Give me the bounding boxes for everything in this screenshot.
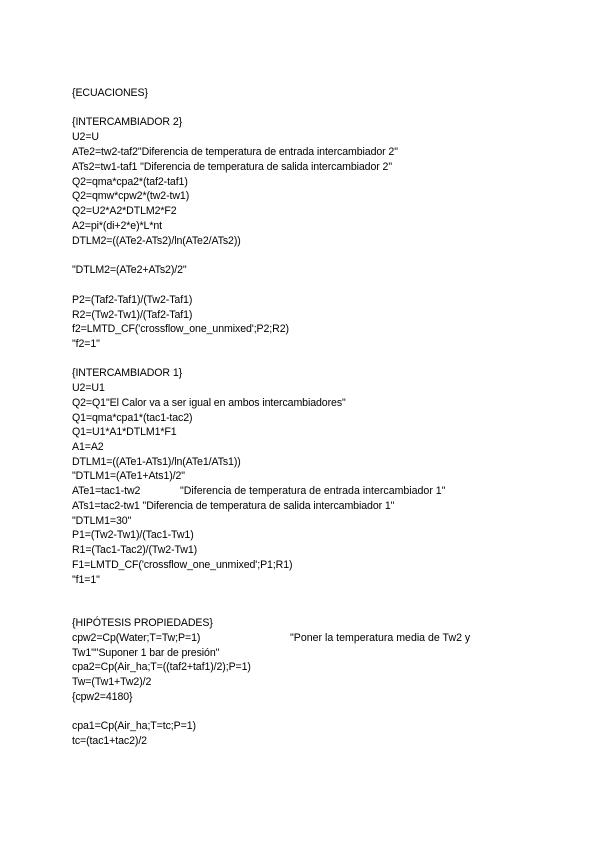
- doc-line: "f1=1": [72, 574, 100, 586]
- doc-line: P2=(Taf2-Taf1)/(Tw2-Taf1): [72, 294, 193, 306]
- doc-line: {ECUACIONES}: [72, 87, 148, 99]
- doc-line: ATs2=tw1-taf1 "Diferencia de temperatura de salida intercambiador 2": [72, 161, 392, 173]
- doc-line: f2=LMTD_CF('crossflow_one_unmixed';P2;R2): [72, 323, 289, 335]
- doc-line: tc=(tac1+tac2)/2: [72, 735, 147, 747]
- doc-line: "DTLM1=30": [72, 515, 132, 527]
- doc-line: U2=U: [72, 131, 99, 143]
- doc-line: "DTLM2=(ATe2+ATs2)/2": [72, 264, 187, 276]
- doc-line: ATe2=tw2-taf2"Diferencia de temperatura de entrada intercambiador 2": [72, 146, 398, 158]
- doc-line: Tw1""Suponer 1 bar de presión": [72, 647, 220, 659]
- doc-line: "f2=1": [72, 338, 100, 350]
- doc-line: {INTERCAMBIADOR 2}: [72, 116, 183, 128]
- doc-line: R1=(Tac1-Tac2)/(Tw2-Tw1): [72, 544, 198, 556]
- doc-line: {INTERCAMBIADOR 1}: [72, 367, 183, 379]
- doc-line: A2=pi*(di+2*e)*L*nt: [72, 220, 162, 232]
- doc-line: DTLM1=((ATe1-ATs1)/ln(ATe1/ATs1)): [72, 456, 241, 468]
- doc-line: Q2=qma*cpa2*(taf2-taf1): [72, 176, 188, 188]
- doc-line: {HIPÓTESIS PROPIEDADES}: [72, 617, 213, 629]
- doc-line: cpa2=Cp(Air_ha;T=((taf2+taf1)/2);P=1): [72, 661, 251, 673]
- doc-line: Q1=U1*A1*DTLM1*F1: [72, 426, 177, 438]
- doc-line: U2=U1: [72, 382, 105, 394]
- doc-line: P1=(Tw2-Tw1)/(Tac1-Tw1): [72, 529, 194, 541]
- doc-line: A1=A2: [72, 441, 104, 453]
- doc-line: Q2=Q1"El Calor va a ser igual en ambos intercambiadores": [72, 397, 346, 409]
- doc-line: cpw2=Cp(Water;T=Tw;P=1): [72, 632, 201, 644]
- doc-line: F1=LMTD_CF('crossflow_one_unmixed';P1;R1): [72, 559, 293, 571]
- ate1-note: "Diferencia de temperatura de entrada intercambiador 1": [180, 485, 446, 497]
- doc-line: {cpw2=4180}: [72, 691, 133, 703]
- doc-line: ATe1=tac1-tw2: [72, 485, 141, 497]
- doc-line: Q1=qma*cpa1*(tac1-tac2): [72, 412, 193, 424]
- doc-line: DTLM2=((ATe2-ATs2)/ln(ATe2/ATs2)): [72, 235, 241, 247]
- doc-line: Q2=qmw*cpw2*(tw2-tw1): [72, 190, 190, 202]
- doc-line: ATs1=tac2-tw1 "Diferencia de temperatura de salida intercambiador 1": [72, 500, 395, 512]
- doc-line: Q2=U2*A2*DTLM2*F2: [72, 205, 177, 217]
- cpw2-note: "Poner la temperatura media de Tw2 y: [290, 632, 471, 644]
- doc-line: R2=(Tw2-Tw1)/(Taf2-Taf1): [72, 309, 193, 321]
- doc-line: "DTLM1=(ATe1+Ats1)/2": [72, 470, 185, 482]
- doc-line: cpa1=Cp(Air_ha;T=tc;P=1): [72, 720, 196, 732]
- doc-line: Tw=(Tw1+Tw2)/2: [72, 676, 152, 688]
